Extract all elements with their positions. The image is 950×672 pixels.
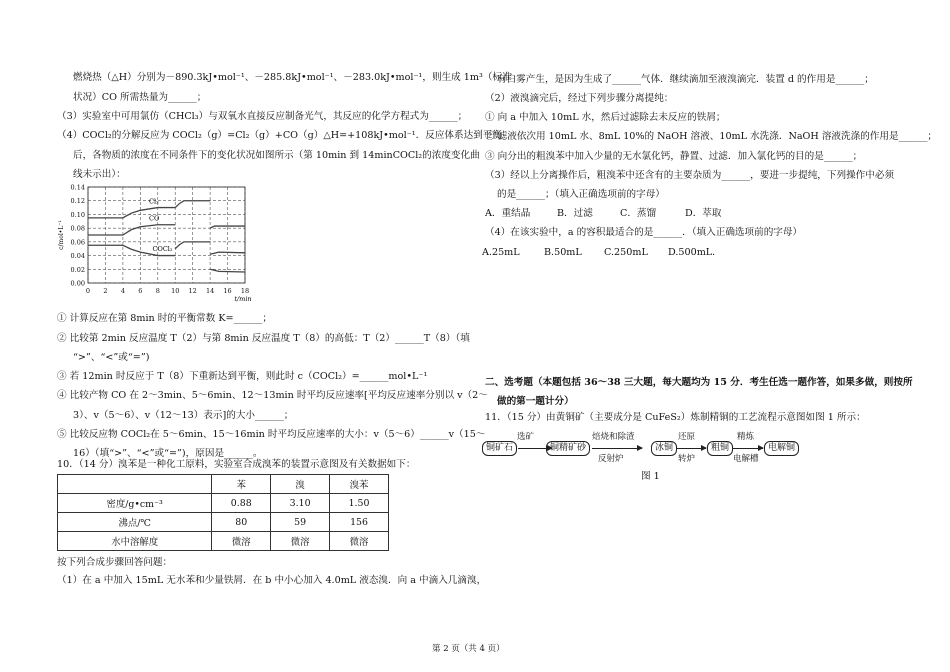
question-line: ⑤ 比较反应物 COCl₂在 5～6min、15～16min 时平均反应速率的大小：v（5～6）______v（15～ [57, 429, 486, 440]
y-tick-label: 0.10 [70, 210, 85, 219]
cell: 59 [271, 513, 330, 532]
option: B.50mL [544, 247, 582, 258]
option: D.500mL． [668, 247, 722, 258]
cell: 0.88 [212, 494, 271, 513]
option: B．过滤 [557, 208, 593, 219]
question-line: ① 计算反应在第 8min 时的平衡常数 K=______； [57, 313, 272, 324]
question-line: “>”、“<”或“=”) [73, 352, 150, 363]
text-line: 状况）CO 所需热量为______； [73, 92, 207, 103]
y-tick-label: 0.04 [70, 252, 85, 261]
header-cell: 溴苯 [330, 475, 389, 494]
flow-label: 反射炉 [598, 454, 624, 464]
series-line [88, 225, 175, 235]
text-line: （3）实验室中可用氯仿（CHCl₃）与双氧水直接反应制备光气，其反应的化学方程式为______； [57, 111, 468, 122]
flow-box: 铜精矿砂 [546, 441, 590, 456]
flow-label: 电解槽 [733, 454, 759, 464]
x-tick-label: 18 [240, 287, 250, 295]
option: A.25mL [482, 247, 520, 258]
question-line: ③ 若 12min 时反应于 T（8）下重新达到平衡，则此时 c（COCl₂）=______mol•L⁻¹ [57, 371, 428, 382]
x-tick-label: 6 [138, 287, 143, 295]
question-line: ② 比较第 2min 反应温度 T（2）与第 8min 反应温度 T（8）的高低：T（2）______T（8）（填 [57, 333, 470, 344]
option: D．萃取 [685, 208, 722, 219]
data-table [57, 474, 389, 551]
question-line: ④ 比较产物 CO 在 2～3min、5～6min、12～13min 时平均反应速率[平均反应速率分别以 v（2～ [57, 390, 488, 401]
text-line: ① 向 a 中加入 10mL 水，然后过滤除去未反应的铁屑； [485, 112, 726, 123]
question-line: 16）（填“>”、“<”或“=”)，原因是______。 [73, 448, 263, 459]
figure-caption: 图 1 [641, 471, 660, 482]
y-tick-label: 0.14 [70, 183, 85, 192]
text-line: ② 滤液依次用 10mL 水、8mL 10%的 NaOH 溶液、10mL 水洗涤．NaOH 溶液洗涤的作用是______； [485, 131, 937, 142]
text-line: （4）在该实验中，a 的容积最适合的是______．（填入正确选项前的字母） [485, 227, 803, 238]
table-row [58, 532, 389, 551]
x-tick-label: 10 [171, 287, 180, 295]
x-axis-label: t/min [234, 295, 252, 303]
flow-label: 转炉 [678, 454, 696, 464]
flow-label: 精炼 [737, 432, 755, 442]
flow-box: 铜矿石 [482, 441, 517, 456]
text-line: （1）在 a 中加入 15mL 无水苯和少量铁屑．在 b 中小心加入 4.0mL 液态溴．向 a 中滴入几滴溴， [57, 575, 487, 586]
x-tick-label: 2 [103, 287, 108, 295]
y-tick-label: 0.06 [70, 238, 85, 247]
question-line: 3）、v（5～6）、v（12～13）表示]的大小______； [73, 410, 294, 421]
x-tick-label: 12 [188, 287, 197, 295]
text-line: （4）COCl₂的分解反应为 COCl₂（g）=Cl₂（g）+CO（g）△H=+108kJ•mol⁻¹．反应体系达到平衡 [57, 130, 502, 141]
series-label: CO [149, 214, 160, 223]
arrow-icon [733, 448, 763, 449]
flow-label: 焙烧和除渣 [592, 432, 635, 442]
arrow-icon [592, 448, 642, 449]
y-tick-label: 0.02 [70, 265, 85, 274]
y-tick-label: 0.12 [70, 197, 85, 206]
flow-box: 电解铜 [764, 441, 799, 456]
cell: 密度/g•cm⁻³ [58, 494, 212, 513]
x-tick-label: 16 [223, 287, 232, 295]
text-line: 有白雾产生，是因为生成了______气体．继续滴加至液溴滴完．装置 d 的作用是______； [497, 74, 874, 85]
section-heading: 做的第一题计分） [497, 396, 574, 407]
text-line: 的是______；（填入正确选项前的字母） [497, 189, 665, 200]
cell: 沸点/℃ [58, 513, 212, 532]
flow-box: 冰铜 [651, 441, 677, 456]
header-cell: 溴 [271, 475, 330, 494]
option: C．蒸馏 [620, 208, 657, 219]
cell: 156 [330, 513, 389, 532]
header-cell: 苯 [212, 475, 271, 494]
table-row [58, 513, 389, 532]
table-row [58, 494, 389, 513]
y-tick-label: 0.00 [70, 279, 85, 288]
option: A．重结晶 [485, 208, 531, 219]
text-line: （3）经以上分离操作后，粗溴苯中还含有的主要杂质为______，要进一步提纯，下列操作中必须 [485, 170, 895, 181]
series-label: Cl₂ [149, 197, 159, 206]
x-tick-label: 4 [120, 287, 125, 295]
arrow-icon [676, 448, 706, 449]
cell: 水中溶解度 [58, 532, 212, 551]
page-footer: 第 2 页（共 4 页） [432, 644, 505, 654]
flow-box: 粗铜 [707, 441, 733, 456]
x-tick-label: 0 [85, 287, 91, 295]
text-line: 燃烧热（△H）分别为－890.3kJ•mol⁻¹、－285.8kJ•mol⁻¹、－283.0kJ•mol⁻¹，则生成 1m³（标准 [73, 72, 512, 83]
text-line: 后，各物质的浓度在不同条件下的变化状况如图所示（第 10min 到 14minCOCl₂的浓度变化曲 [73, 150, 480, 161]
text-line: ③ 向分出的粗溴苯中加入少量的无水氯化钙，静置、过滤．加入氯化钙的目的是______； [485, 151, 863, 162]
y-axis-label: c/mol•L⁻¹ [58, 220, 65, 250]
x-tick-label: 14 [205, 287, 215, 295]
series-label: COCl₂ [152, 244, 173, 253]
flow-label: 选矿 [517, 432, 535, 442]
concentration-chart [55, 180, 270, 305]
question-heading: 11．（15 分）由黄铜矿（主要成分是 CuFeS₂）炼制精铜的工艺流程示意图如图 1 所示： [485, 412, 866, 423]
cell: 3.10 [271, 494, 330, 513]
text-line: 按下列合成步骤回答问题： [57, 557, 173, 568]
x-tick-label: 8 [155, 287, 160, 295]
text-line: （2）液溴滴完后，经过下列步骤分离提纯： [485, 93, 674, 104]
cell: 微溶 [271, 532, 330, 551]
y-tick-label: 0.08 [70, 224, 85, 233]
flow-label: 还原 [678, 432, 696, 442]
text-line: 线未示出）： [73, 169, 126, 180]
cell: 微溶 [212, 532, 271, 551]
question-heading: 10．（14 分）溴苯是一种化工原料，实验室合成溴苯的装置示意图及有关数据如下： [57, 459, 416, 470]
cell: 1.50 [330, 494, 389, 513]
cell: 微溶 [330, 532, 389, 551]
table-header-row [58, 475, 389, 494]
option: C.250mL [604, 247, 648, 258]
section-heading: 二、选考题（本题包括 36～38 三大题，每大题均为 15 分．考生任选一题作答，如果多做，则按所 [485, 377, 913, 388]
cell: 80 [212, 513, 271, 532]
